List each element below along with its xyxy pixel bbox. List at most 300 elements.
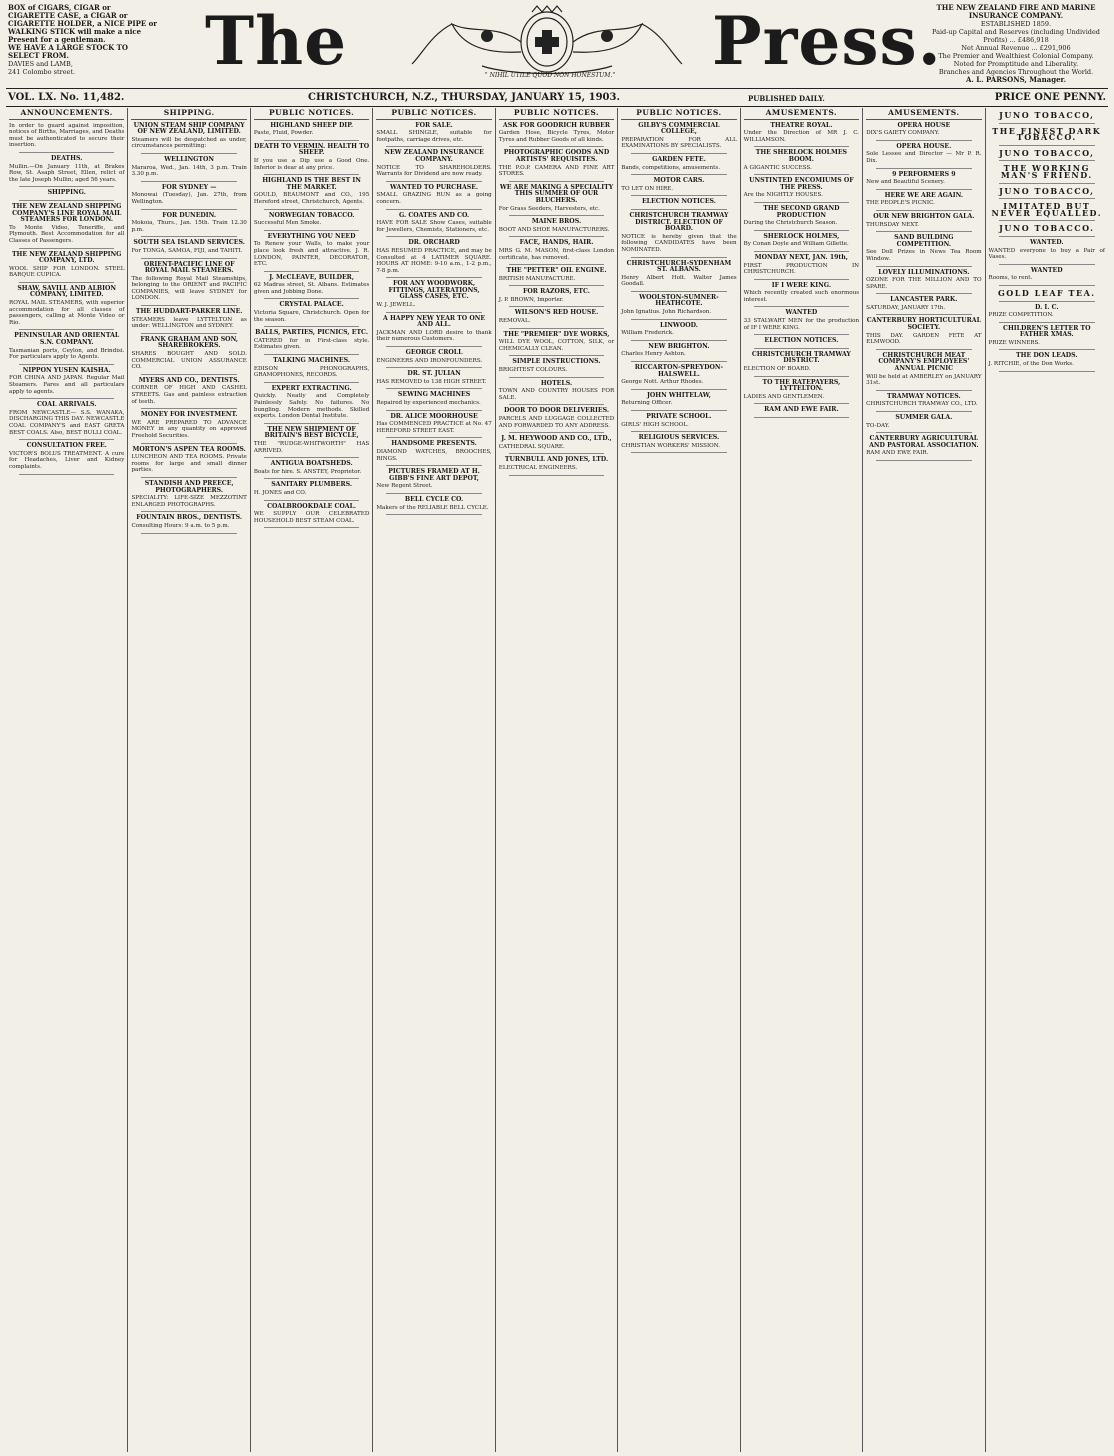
- advertisement-text: To Monte Video, Teneriffe, and Plymouth. Best Accommodation for all Classes of Passengers.: [9, 224, 125, 244]
- advertisement-heading: HIGHLAND SHEEP DIP.: [270, 121, 353, 129]
- advertisement-heading: D. I. C.: [1034, 303, 1059, 311]
- advertisement: [376, 371, 491, 389]
- masthead-rule: [6, 88, 1108, 89]
- advertisement: [376, 469, 491, 494]
- advertisement: [376, 316, 491, 347]
- separator-rule: [386, 514, 481, 515]
- advertisement: [621, 393, 736, 411]
- advertisement: [131, 240, 246, 258]
- advertisement-heading: LANCASTER PARK.: [890, 296, 958, 304]
- column-heading: PUBLIC NOTICES.: [621, 108, 736, 120]
- advertisement: [621, 213, 736, 258]
- separator-rule: [999, 264, 1095, 265]
- column-4: [373, 108, 495, 1452]
- ad-left-line: BOX of CIGARS, CIGAR or CIGARETTE CASE, a CIGAR or CIGARETTE HOLDER, a NICE PIPE or WALKING STICK will make a nice Present for a gentleman.: [8, 3, 157, 44]
- advertisement: [499, 381, 614, 406]
- advertisement: [499, 289, 614, 307]
- column-heading: AMUSEMENTS.: [744, 108, 859, 120]
- ad-left-line: 241 Colombo street.: [8, 68, 76, 76]
- advertisement-text: If you use a Dip use a Good One. Inferior is dear at any price.: [253, 157, 370, 171]
- price: PRICE ONE PENNY.: [994, 92, 1106, 103]
- advertisement-text: J. P. BROWN, Importer.: [498, 296, 564, 303]
- separator-rule: [19, 398, 114, 399]
- separator-rule: [264, 457, 359, 458]
- separator-rule: [19, 474, 114, 475]
- advertisement-heading: PRIVATE SCHOOL.: [646, 413, 712, 420]
- advertisement-heading: SIMPLE INSTRUCTIONS.: [512, 358, 601, 366]
- separator-rule: [876, 189, 971, 190]
- advertisement-heading: CHRISTCHURCH MEAT COMPANY'S EMPLOYEES' ANNUAL PICNIC: [878, 351, 970, 373]
- advertisement: [499, 185, 614, 216]
- advertisement-text: Quickly. Neatly and Completely Painlessly Safely. No failures. No bungling. Modern methods. Skilled experts. London Dental Institute.: [253, 393, 370, 420]
- advertisement: [866, 436, 981, 461]
- separator-rule: [141, 153, 236, 154]
- advertisement: [866, 193, 981, 211]
- advertisement: [499, 332, 614, 357]
- masthead-motto: " NIHIL UTILE QUOD NON HONESTUM.": [484, 72, 616, 79]
- separator-rule: [876, 460, 971, 461]
- advertisement: [131, 412, 246, 443]
- advertisement: [254, 234, 369, 272]
- advertisement: [131, 447, 246, 478]
- column-heading: PUBLIC NOTICES.: [376, 108, 491, 120]
- advertisement-heading: CONSULTATION FREE.: [26, 442, 107, 450]
- masthead-ad-right: [926, 4, 1106, 84]
- separator-rule: [264, 382, 359, 383]
- advertisement-heading: FOR SALE.: [415, 121, 453, 129]
- separator-rule: [509, 181, 604, 182]
- separator-rule: [509, 306, 604, 307]
- separator-rule: [19, 282, 114, 283]
- advertisement-heading: JUNO TOBACCO,: [999, 185, 1095, 196]
- advertisement-heading: WILSON'S RED HOUSE.: [514, 309, 599, 317]
- separator-rule: [509, 146, 604, 147]
- advertisement-heading: MONEY FOR INVESTMENT.: [140, 411, 238, 419]
- advertisement: [989, 268, 1105, 286]
- advertisement-text: THE PEOPLE'S PICNIC.: [866, 200, 935, 207]
- separator-rule: [264, 209, 359, 210]
- advertisement-heading: JOHN WHITELAW,: [646, 391, 711, 399]
- ad-right-line: Noted for Promptitude and Liberality.: [953, 60, 1079, 68]
- advertisement: [9, 252, 124, 283]
- separator-rule: [631, 291, 726, 292]
- advertisement-text: New and Beautiful Scenery.: [866, 179, 945, 186]
- advertisement: [376, 185, 491, 210]
- advertisement: [254, 302, 369, 327]
- advertisement: [866, 172, 981, 190]
- advertisement-text: HAS RESUMED PRACTICE, and may be Consulted at 4 LATIMER SQUARE. HOURS AT HOME: 9-10 a.m., 1-2 p.m., 7-8 p.m.: [376, 247, 492, 274]
- advertisement-heading: EXPERT EXTRACTING.: [271, 384, 352, 392]
- column-7: [741, 108, 863, 1452]
- advertisement-heading: COALBROOKDALE COAL.: [267, 502, 357, 510]
- column-2: [128, 108, 250, 1452]
- advertisement-text: PRIZE WINNERS.: [988, 339, 1040, 346]
- advertisement-text: LADIES AND GENTLEMEN.: [743, 393, 825, 400]
- dateline-rule: [6, 106, 1108, 107]
- column-8: [863, 108, 985, 1452]
- advertisement: [989, 125, 1105, 146]
- advertisement-heading: TO THE RATEPAYERS, LYTTELTON.: [762, 378, 841, 393]
- column-6: [618, 108, 740, 1452]
- separator-rule: [876, 349, 971, 350]
- advertisement: [744, 352, 859, 377]
- advertisement-text: 62 Madras street, St. Albans. Estimates given and Jobbing Done.: [253, 282, 370, 295]
- advertisement-heading: NORWEGIAN TOBACCO.: [268, 211, 355, 219]
- advertisement: [131, 515, 246, 533]
- separator-rule: [19, 364, 114, 365]
- advertisement: [744, 310, 859, 335]
- advertisement-text: Repaired by experienced mechanics.: [376, 400, 481, 406]
- advertisement-text: PREPARATION FOR ALL EXAMINATIONS BY SPECIALISTS.: [621, 136, 737, 150]
- separator-rule: [141, 533, 236, 534]
- advertisement-heading: IMITATED BUT NEVER EQUALLED.: [991, 201, 1102, 218]
- advertisement-text: Tasmanian ports, Ceylon, and Brindisi. For particulars apply to Agents.: [9, 347, 125, 361]
- advertisement-heading: THE NEW ZEALAND SHIPPING COMPANY, LTD.: [11, 250, 122, 265]
- advertisement-heading: J. M. HEYWOOD AND CO., LTD.,: [501, 435, 612, 443]
- advertisement: [499, 310, 614, 328]
- separator-rule: [509, 285, 604, 286]
- ad-right-line: Paid-up Capital and Reserves (including Undivided Profits) ... £486,918: [932, 28, 1100, 44]
- advertisement-text: GIRLS' HIGH SCHOOL.: [621, 421, 689, 428]
- advertisement-text: ELECTRICAL ENGINEERS.: [498, 464, 578, 471]
- advertisement: [744, 380, 859, 405]
- advertisement-text: Boats for hire. S. ANSTEY, Proprietor.: [253, 468, 362, 475]
- separator-rule: [509, 432, 604, 433]
- advertisement-heading: OPERA HOUSE.: [896, 142, 952, 150]
- advertisement-heading: WANTED: [785, 309, 818, 317]
- advertisement-heading: JUNO TOBACCO,: [999, 110, 1095, 120]
- separator-rule: [631, 389, 726, 390]
- advertisement-heading: THE HUDDART-PARKER LINE.: [135, 308, 243, 316]
- advertisement-text: CATERED for in First-class style. Estimates given.: [253, 337, 370, 351]
- advertisement-text: The following Royal Mail Steamships, belonging to the ORIENT and PACIFIC COMPANIES, will leave SYDNEY for LONDON.: [131, 275, 247, 302]
- column-3: [251, 108, 373, 1452]
- advertisement-heading: DEATHS.: [51, 154, 83, 162]
- advertisement: [254, 330, 369, 355]
- advertisement-heading: SUMMER GALA.: [895, 414, 953, 421]
- advertisement-heading: JUNO TOBACCO.: [999, 223, 1095, 234]
- advertisement-text: SMALL GRAZING RUN as a going concern.: [376, 192, 492, 205]
- advertisement-heading: DR. ORCHARD: [408, 239, 460, 247]
- volume-number: VOL. LX. No. 11,482.: [8, 92, 125, 103]
- advertisement-heading: WANTED: [1030, 266, 1063, 274]
- advertisement: [376, 123, 491, 148]
- advertisement: [254, 123, 369, 141]
- advertisement-text: ROYAL MAIL STEAMERS, with superior accommodation for all classes of passengers, calling at Monte Video or Rio.: [9, 300, 125, 326]
- advertisement: [254, 275, 369, 300]
- advertisement-text: Henry Albert Holt. Walter James Goodall.: [621, 274, 737, 288]
- advertisement-heading: FOUNTAIN BROS., DENTISTS.: [136, 514, 243, 522]
- advertisement-heading: WE ARE MAKING A SPECIALITY THIS SUMMER OF OUR BLUCHERS.: [499, 183, 614, 204]
- advertisement-text: JACKMAN AND LORD desire to thank their numerous Customers.: [376, 329, 492, 343]
- column-heading: AMUSEMENTS.: [866, 108, 981, 120]
- advertisement-text: A GIGANTIC SUCCESS.: [743, 164, 812, 171]
- separator-rule: [999, 123, 1095, 124]
- advertisement-text: REMOVAL.: [498, 318, 531, 325]
- advertisement-heading: G. COATES AND CO.: [398, 211, 470, 219]
- advertisement-text: TOWN AND COUNTRY HOUSES FOR SALE.: [498, 388, 615, 401]
- advertisement: [866, 270, 981, 295]
- separator-rule: [19, 200, 114, 201]
- advertisement-heading: RAM AND EWE FAIR.: [764, 406, 839, 414]
- advertisement-text: ELECTION OF BOARD.: [743, 366, 811, 373]
- advertisement: [376, 150, 491, 181]
- separator-rule: [754, 306, 849, 307]
- advertisement-heading: SHIPPING.: [47, 189, 86, 197]
- advertisement-text: Successful Men Smoke.: [253, 220, 322, 227]
- advertisement-text: TO LET ON HIRE.: [621, 185, 674, 192]
- advertisement-text: EDISON PHONOGRAPHS, GRAMOPHONES, RECORDS.: [253, 365, 370, 379]
- separator-rule: [631, 209, 726, 210]
- advertisement: [989, 165, 1105, 183]
- advertisement: [621, 435, 736, 453]
- advertisement-heading: HERE WE ARE AGAIN.: [884, 191, 964, 199]
- advertisement-heading: NEW ZEALAND INSURANCE COMPANY.: [384, 149, 484, 163]
- separator-rule: [876, 314, 971, 315]
- advertisement: [989, 240, 1105, 265]
- separator-rule: [754, 174, 849, 175]
- advertisement: [131, 213, 246, 238]
- advertisement-text: See Doll Prizes in News Tea Room Window.: [866, 249, 982, 262]
- advertisement-text: CHRISTCHURCH TRAMWAY CO., LTD.: [866, 401, 978, 408]
- advertisement-heading: LOVELY ILLUMINATIONS.: [878, 268, 970, 276]
- advertisement-heading: UNION STEAM SHIP COMPANY OF NEW ZEALAND, LIMITED.: [133, 121, 245, 136]
- advertisement: [744, 178, 859, 203]
- advertisement-text: During the Christchurch Season.: [743, 220, 838, 227]
- place-date: CHRISTCHURCH, N.Z., THURSDAY, JANUARY 15, 1903.: [308, 92, 620, 103]
- advertisement-text: BOOT AND SHOE MANUFACTURERS.: [498, 226, 610, 233]
- ad-right-line: Branches and Agencies Throughout the World.: [938, 68, 1094, 76]
- published-daily: PUBLISHED DAILY.: [748, 94, 825, 103]
- masthead-title-left: The: [205, 2, 348, 80]
- advertisement-text: THE "RUDGE-WHITWORTH" HAS ARRIVED.: [253, 440, 370, 454]
- dateline: [8, 90, 1106, 106]
- column-heading: ANNOUNCEMENTS.: [9, 108, 124, 120]
- advertisement-text: For Grass Seeders, Harvesters, etc.: [498, 205, 600, 212]
- advertisement-heading: ASK FOR GOODRICH RUBBER: [502, 121, 611, 129]
- advertisement-text: John Ignatius. John Richardson.: [621, 309, 712, 316]
- separator-rule: [754, 251, 849, 252]
- advertisement: [9, 286, 124, 331]
- separator-rule: [509, 215, 604, 216]
- advertisement-text: ENGINEERS AND IRONFOUNDERS.: [376, 357, 483, 364]
- advertisement: [376, 441, 491, 466]
- advertisement-heading: WOOLSTON-SUMNER-HEATHCOTE.: [639, 293, 719, 308]
- separator-rule: [141, 181, 236, 182]
- advertisement-text: In order to guard against imposition, notices of Births, Marriages, and Deaths must be authenticated to secure their insertion.: [9, 122, 125, 149]
- advertisement-heading: THE SHERLOCK HOLMES BOOM.: [755, 149, 848, 163]
- separator-rule: [754, 376, 849, 377]
- advertisement-text: Victoria Square, Christchurch. Open for the season.: [253, 310, 370, 323]
- separator-rule: [264, 500, 359, 501]
- advertisement-heading: CHRISTCHURCH TRAMWAY DISTRICT.: [751, 350, 851, 365]
- separator-rule: [19, 186, 114, 187]
- advertisement: [866, 235, 981, 266]
- advertisement: [621, 295, 736, 320]
- separator-rule: [631, 410, 726, 411]
- separator-rule: [999, 198, 1095, 199]
- advertisement: [376, 213, 491, 238]
- advertisement-heading: LINWOOD.: [659, 321, 698, 329]
- advertisement-heading: OUR NEW BRIGHTON GALA.: [873, 212, 975, 220]
- advertisement: [254, 144, 369, 175]
- advertisement-heading: SAND BUILDING COMPETITION.: [894, 234, 954, 248]
- separator-rule: [999, 349, 1095, 350]
- advertisement-heading: FACE, HANDS, HAIR.: [519, 239, 594, 247]
- advertisement-text: THIS DAY. GARDEN FETE AT ELMWOOD.: [866, 332, 982, 346]
- separator-rule: [264, 230, 359, 231]
- separator-rule: [264, 423, 359, 424]
- separator-rule: [264, 174, 359, 175]
- advertisement-text: WE SUPPLY OUR CELEBRATED HOUSEHOLD BEST STEAM COAL.: [253, 511, 370, 524]
- advertisement-heading: MYERS AND CO., DENTISTS.: [138, 376, 240, 384]
- advertisement-heading: ANTIGUA BOATSHEDS.: [270, 460, 353, 468]
- separator-rule: [386, 367, 481, 368]
- advertisement-text: FIRST PRODUCTION IN CHRISTCHURCH.: [743, 262, 860, 276]
- advertisement: [9, 368, 124, 399]
- separator-rule: [509, 355, 604, 356]
- advertisement: [376, 497, 491, 515]
- advertisement-heading: SOUTH SEA ISLAND SERVICES.: [133, 239, 245, 247]
- advertisement-text: For TONGA, SAMOA, FIJI, and TAHITI.: [131, 247, 243, 254]
- advertisement-heading: TALKING MACHINES.: [273, 357, 351, 365]
- advertisement-heading: ELECTION NOTICES.: [641, 198, 716, 206]
- ad-right-line: The Premier and Wealthiest Colonial Company.: [938, 52, 1094, 60]
- advertisement: [499, 359, 614, 377]
- advertisement-text: WOOL SHIP FOR LONDON. STEEL BARQUE CUPICA.: [9, 265, 125, 279]
- advertisement-text: Charles Henry Ashton.: [621, 351, 686, 358]
- advertisement: [9, 190, 124, 201]
- advertisement-heading: SHAW, SAVILL AND ALBION COMPANY, LIMITED.: [17, 284, 117, 299]
- separator-rule: [509, 328, 604, 329]
- advertisement-heading: SEWING MACHINES: [397, 391, 471, 399]
- separator-rule: [141, 333, 236, 334]
- separator-rule: [386, 437, 481, 438]
- advertisement-text: SMALL SHINGLE, suitable for footpaths, carriage drives, etc.: [376, 130, 492, 143]
- advertisement: [989, 203, 1105, 221]
- advertisement-text: DIX'S GAIETY COMPANY.: [866, 130, 940, 137]
- advertisement: [989, 326, 1105, 351]
- column-1: [6, 108, 128, 1452]
- advertisement-text: Mullin.—On January 11th, at Brakes Row, St. Asaph Street, Ellen, relict of the late Joseph Mullin; aged 56 years.: [9, 163, 125, 183]
- advertisement-heading: PICTURES FRAMED AT H. GIBB'S FINE ART DEPOT,: [388, 468, 480, 482]
- separator-rule: [754, 417, 849, 418]
- advertisement-text: BRIGHTEST COLOURS.: [498, 367, 568, 374]
- separator-rule: [754, 348, 849, 349]
- advertisement: [989, 305, 1105, 323]
- advertisement: [866, 318, 981, 349]
- advertisement-heading: THE "PETTER" OIL ENGINE.: [506, 267, 607, 275]
- separator-rule: [754, 279, 849, 280]
- advertisement-heading: OPERA HOUSE: [897, 121, 951, 129]
- advertisement-text: William Frederick.: [621, 330, 674, 337]
- advertisement: [866, 353, 981, 391]
- advertisement: [866, 144, 981, 169]
- advertisement-text: Makers of the RELIABLE BELL CYCLE.: [376, 504, 489, 511]
- separator-rule: [264, 354, 359, 355]
- separator-rule: [876, 411, 971, 412]
- advertisement-text: Bands, competitions, amusements.: [621, 164, 720, 171]
- advertisement-text: George Nott. Arthur Rhodes.: [621, 379, 704, 386]
- advertisement-heading: UNSTINTED ENCOMIUMS OF THE PRESS.: [749, 177, 854, 191]
- advertisement-text: STEAMERS leave LYTTELTON as under: WELLINGTON and SYDNEY.: [131, 316, 247, 330]
- advertisement-heading: TURNBULL AND JONES, LTD.: [504, 456, 609, 464]
- advertisement-heading: THE DON LEADS.: [1016, 352, 1078, 360]
- royal-crest-icon: [392, 4, 702, 78]
- advertisement: [499, 408, 614, 433]
- advertisement-heading: HIGHLAND IS THE BEST IN THE MARKET.: [262, 177, 361, 191]
- advertisement-heading: EVERYTHING YOU NEED: [267, 232, 356, 240]
- advertisement: [621, 261, 736, 292]
- advertisement: [131, 378, 246, 409]
- advertisement: [499, 219, 614, 237]
- advertisement-text: Which recently created such enormous interest.: [743, 290, 860, 303]
- column-heading: SHIPPING.: [131, 108, 246, 120]
- separator-rule: [631, 174, 726, 175]
- separator-rule: [754, 202, 849, 203]
- advertisement-text: SHARES BOUGHT AND SOLD. COMMERCIAL UNION ASSURANCE CO.: [131, 351, 247, 371]
- advertisement: [989, 147, 1105, 162]
- advertisement-text: FOR CHINA AND JAPAN. Regular Mail Steamers. Fares and all particulars apply to agents.: [9, 375, 125, 395]
- separator-rule: [754, 334, 849, 335]
- advertisement-text: HAVE FOR SALE Show Cases, suitable for Jewellers, Chemists, Stationers, etc.: [376, 220, 492, 233]
- advertisement-text: PARCELS AND LUGGAGE COLLECTED AND FORWARDED TO ANY ADDRESS.: [498, 416, 615, 429]
- separator-rule: [19, 248, 114, 249]
- advertisement-text: NOTICE TO SHAREHOLDERS. Warrants for Dividend are now ready.: [376, 164, 492, 178]
- advertisement-heading: DR. ST. JULIAN: [407, 370, 461, 378]
- advertisement-text: OZONE FOR THE MILLION AND TO SPARE.: [866, 277, 982, 290]
- advertisement-text: Rooms, to rent.: [988, 275, 1033, 282]
- advertisement-heading: MOTOR CARS.: [653, 177, 705, 185]
- column-heading: PUBLIC NOTICES.: [499, 108, 614, 120]
- masthead-ad-left: [8, 4, 158, 76]
- separator-rule: [509, 475, 604, 476]
- advertisement: [621, 123, 736, 154]
- separator-rule: [631, 257, 726, 258]
- advertisement-heading: MAINE BROS.: [531, 218, 582, 226]
- advertisement-heading: CHRISTCHURCH TRAMWAY DISTRICT. ELECTION OF BOARD.: [629, 211, 729, 233]
- advertisement-heading: FRANK GRAHAM AND SON, SHAREBROKERS.: [140, 335, 238, 350]
- advertisement-text: Mokoia, Thurs., Jan. 15th. Train 12.30 p.m.: [131, 220, 247, 233]
- advertisement-heading: DEATH TO VERMIN. HEALTH TO SHEEP.: [254, 142, 370, 157]
- advertisement: [254, 482, 369, 500]
- advertisement-heading: A HAPPY NEW YEAR TO ONE AND ALL.: [383, 314, 486, 329]
- advertisement-heading: CRYSTAL PALACE.: [279, 301, 344, 309]
- advertisement-heading: DOOR TO DOOR DELIVERIES.: [503, 407, 609, 415]
- advertisement-heading: IF I WERE KING.: [771, 281, 832, 289]
- advertisement: [254, 504, 369, 529]
- advertisement-heading: GEORGE CROLL: [405, 349, 463, 357]
- advertisement-heading: HANDSOME PRESENTS.: [391, 440, 477, 448]
- separator-rule: [631, 195, 726, 196]
- advertisement: [621, 157, 736, 175]
- advertisement-heading: GARDEN FETE.: [652, 155, 706, 163]
- advertisement: [989, 287, 1105, 302]
- advertisement-text: Paste, Fluid, Powder.: [253, 130, 314, 137]
- advertisement-heading: STANDISH AND PREECE, PHOTOGRAPHERS.: [144, 479, 234, 494]
- advertisement-heading: NEW BRIGHTON.: [648, 342, 710, 350]
- advertisement: [131, 309, 246, 334]
- separator-rule: [386, 236, 481, 237]
- separator-rule: [999, 145, 1095, 146]
- advertisement-text: J. RITCHIE, of the Don Works.: [988, 361, 1074, 368]
- advertisement-text: Has COMMENCED PRACTICE at No. 47 HEREFORD STREET EAST.: [376, 421, 492, 434]
- advertisement: [621, 199, 736, 210]
- advertisement-text: NOTICE is hereby given that the following CANDIDATES have been NOMINATED.: [621, 233, 737, 253]
- advertisement-heading: CANTERBURY AGRICULTURAL AND PASTORAL ASSOCIATION.: [869, 435, 979, 449]
- advertisement: [744, 338, 859, 349]
- separator-rule: [264, 271, 359, 272]
